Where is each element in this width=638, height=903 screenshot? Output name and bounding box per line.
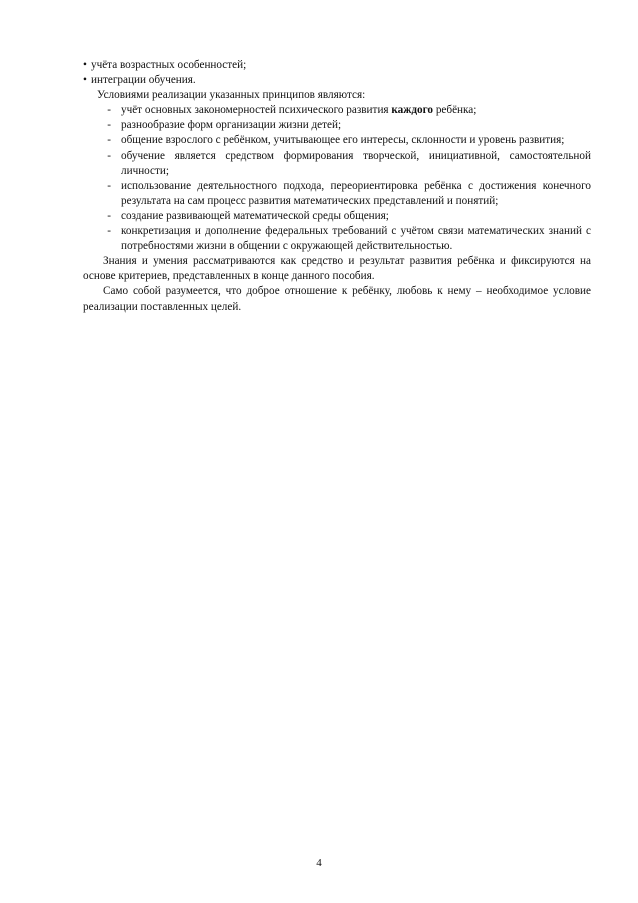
paragraph: Само собой разумеется, что доброе отношение к ребёнку, любовь к нему – необходимое условие реализации поставленных целей. xyxy=(83,285,591,313)
dash-item: - создание развивающей математической среды общения; xyxy=(83,209,591,224)
dash-marker: - xyxy=(107,119,111,132)
dash-item: - общение взрослого с ребёнком, учитывающее его интересы, склонности и уровень развития; xyxy=(83,133,591,148)
bullet-dot-icon: • xyxy=(83,74,87,87)
dash-marker: - xyxy=(107,225,111,238)
dash-marker: - xyxy=(107,209,111,222)
bullet-item: • интеграции обучения. xyxy=(83,73,591,88)
bullet-item: • учёта возрастных особенностей; xyxy=(83,58,591,73)
dash-marker: - xyxy=(107,134,111,147)
dash-marker: - xyxy=(107,179,111,192)
paragraph: Знания и умения рассматриваются как средство и результат развития ребёнка и фиксируются на основе критериев, представленных в конце данного пособия. xyxy=(83,255,591,283)
bullet-dot-icon: • xyxy=(83,59,87,71)
dash-item: - использование деятельностного подхода, переориентировка ребёнка с достижения конечного результата на сам процесс развития математических представлений и понятий; xyxy=(83,179,591,209)
dash-item: - конкретизация и дополнение федеральных требований с учётом связи математических знаний с потребностями жизни в общении с окружающей действительностью. xyxy=(83,224,591,254)
page-number: 4 xyxy=(316,857,322,869)
dash-marker: - xyxy=(107,149,111,162)
dash-item: - учёт основных закономерностей психического развития каждого ребёнка; xyxy=(83,103,591,118)
dash-item: - разнообразие форм организации жизни детей; xyxy=(83,118,591,133)
dash-item: - обучение является средством формирования творческой, инициативной, самостоятельной личности; xyxy=(83,149,591,179)
intro-line: Условиями реализации указанных принципов являются: xyxy=(97,89,366,102)
body-text xyxy=(83,58,591,315)
dash-marker: - xyxy=(107,104,111,117)
